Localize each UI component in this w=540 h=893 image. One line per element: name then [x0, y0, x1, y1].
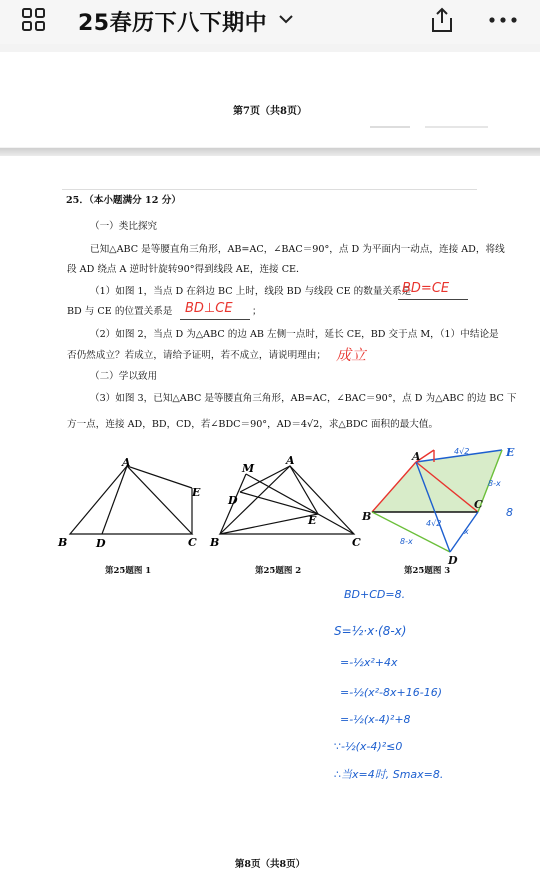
question-heading: 25．（本小题满分 12 分） [66, 195, 181, 206]
solution-line-2: S=½·x·(8-x) [334, 624, 407, 638]
chevron-down-icon[interactable] [278, 13, 294, 25]
figure-1 [52, 454, 212, 554]
answer-3: 成立 [336, 346, 367, 364]
figure-2-caption: 第25题图 2 [255, 566, 302, 576]
fig3-bd-length: 8-x [400, 537, 413, 546]
fig2-label-a: A [286, 454, 295, 467]
fig3-ad-length: 4√2 [454, 447, 470, 456]
page-separator [0, 148, 540, 156]
more-icon[interactable] [488, 16, 518, 24]
page-8 [0, 156, 540, 893]
fig1-label-d: D [96, 537, 106, 550]
q2-line1: （2）如图 2，当点 D 为△ABC 的边 AB 左侧一点时，延长 CE，BD 交于点 M，（1）中结论是 [90, 329, 499, 340]
page-7-footer: 第7页（共8页） [233, 106, 307, 117]
scan-mark [370, 124, 490, 130]
page-8-footer: 第8页（共8页） [234, 859, 306, 870]
fig3-label-a: A [412, 450, 421, 463]
q3-line1: （3）如图 3，已知△ABC 是等腰直角三角形，AB=AC，∠BAC＝90°，点 D 为△ABC 的边 BC 下 [90, 393, 517, 404]
document-title[interactable]: 25春历下八下期中 [78, 11, 268, 36]
fig2-label-m: M [242, 462, 255, 475]
figure-3-caption: 第25题图 3 [404, 566, 451, 576]
fig3-mid-length: 4√2 [426, 519, 442, 528]
solution-line-3: =-½x²+4x [340, 656, 398, 669]
fig3-ce-length: 8-x [488, 479, 501, 488]
fig3-x-label: x [464, 527, 469, 536]
fig2-label-b: B [210, 536, 220, 549]
fig1-label-b: B [58, 536, 68, 549]
fig1-label-e: E [192, 486, 201, 499]
blank-2 [180, 319, 250, 320]
solution-line-6: ∵-½(x-4)²≤0 [334, 740, 403, 753]
answer-1: BD=CE [402, 281, 450, 296]
fig3-label-b: B [362, 510, 372, 523]
fig3-label-d: D [448, 554, 458, 566]
fig1-label-c: C [188, 536, 197, 549]
figure-2 [208, 454, 368, 554]
fig3-cd-length: 8 [506, 506, 513, 519]
solution-line-7: ∴当x=4时, Smax=8. [334, 768, 444, 781]
stem-line2: 段 AD 绕点 A 逆时针旋转90°得到线段 AE，连接 CE． [67, 264, 306, 275]
q2-line2: 否仍然成立？若成立，请给予证明，若不成立，请说明理由； [67, 350, 327, 361]
fig3-label-c: C [474, 498, 483, 511]
top-rule [62, 189, 477, 190]
solution-line-4: =-½(x²-8x+16-16) [340, 686, 443, 699]
q1-line2-end: ； [252, 306, 262, 317]
part2-title: （二）学以致用 [90, 371, 158, 382]
answer-2: BD⊥CE [185, 301, 233, 316]
grid-icon[interactable] [22, 8, 46, 32]
fig1-label-a: A [122, 456, 131, 469]
part1-title: （一）类比探究 [90, 221, 158, 232]
fig2-label-d: D [228, 494, 238, 507]
solution-line-1: BD+CD=8. [344, 588, 406, 601]
solution-line-5: =-½(x-4)²+8 [340, 713, 411, 726]
fig2-label-c: C [352, 536, 361, 549]
fig3-label-e: E [506, 446, 515, 459]
top-bar [0, 0, 540, 44]
share-icon[interactable] [428, 6, 456, 34]
q1-line2: BD 与 CE 的位置关系是 [67, 306, 173, 317]
fig2-label-e: E [308, 514, 317, 527]
page-7 [0, 52, 540, 147]
figure-1-caption: 第25题图 1 [105, 566, 152, 576]
figure-3 [360, 444, 520, 566]
q1-line1: （1）如图 1，当点 D 在斜边 BC 上时，线段 BD 与线段 CE 的数量关系是 [90, 286, 412, 297]
blank-1 [398, 299, 468, 300]
q3-line2: 方一点，连接 AD，BD，CD，若∠BDC＝90°，AD＝4√2，求△BDC 面积的最大值。 [67, 419, 439, 430]
stem-line1: 已知△ABC 是等腰直角三角形，AB=AC，∠BAC＝90°，点 D 为平面内一动点，连接 AD，将线 [90, 244, 505, 255]
